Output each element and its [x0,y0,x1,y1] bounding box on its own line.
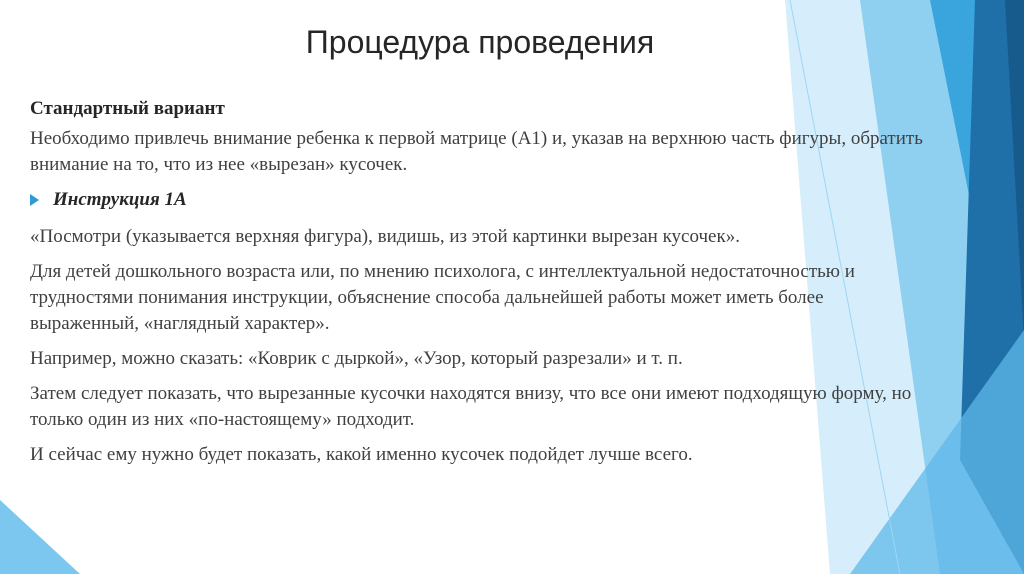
intro-paragraph: Необходимо привлечь внимание ребенка к первой матрице (А1) и, указав на верхнюю часть фигуры, обратить внимание на то, что из нее «вырезан» кусочек. [30,128,923,175]
decor-bottom-left-facet [0,500,80,574]
instruction-bullet [30,187,930,213]
paragraph-4: Затем следует показать, что вырезанные кусочки находятся внизу, что все они имеют подходящую форму, но только один из них «по-настоящему» подходит. [30,383,912,430]
instruction-label: Инструкция 1А [53,189,187,210]
slide-body [30,96,930,477]
triangle-bullet-icon [30,194,39,206]
slide-title: Процедура проведения [305,24,655,60]
paragraph-3: Например, можно сказать: «Коврик с дыркой», «Узор, который разрезали» и т. п. [30,348,683,369]
paragraph-5: И сейчас ему нужно будет показать, какой именно кусочек подойдет лучше всего. [30,444,693,465]
paragraph-2: Для детей дошкольного возраста или, по мнению психолога, с интеллектуальной недостаточностью и трудностями понимания инструкции, объяснение способа дальнейшей работы может иметь более выраженный, «наглядный характер». [30,261,855,334]
paragraph-1: «Посмотри (указывается верхняя фигура), видишь, из этой картинки вырезан кусочек». [30,226,740,247]
subheading: Стандартный вариант [30,98,225,119]
